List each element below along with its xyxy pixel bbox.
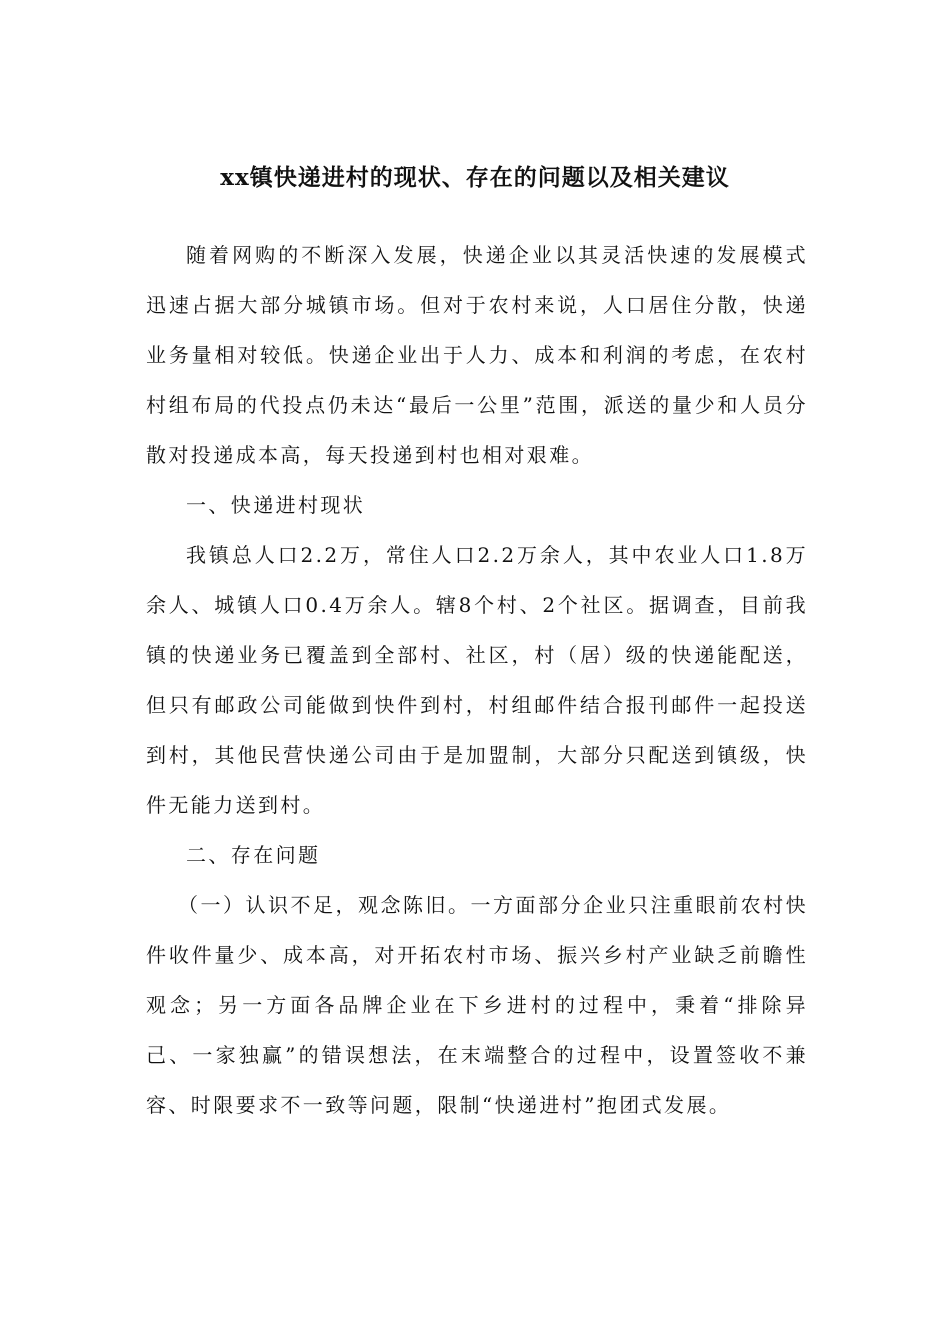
section-heading-problems: 二、存在问题 [186,843,321,867]
paragraph-intro: 随着网购的不断深入发展，快递企业以其灵活快速的发展模式迅速占据大部分城镇市场。但对于农村来说，人口居住分散，快递业务量相对较低。快递企业出于人力、成本和利润的考虑，在农村村组布局的代投点仍未达“最后一公里”范围，派送的量少和人员分散对投递成本高，每天投递到村也相对艰难。 [146,243,808,467]
document-body [146,230,808,1130]
paragraph-status: 我镇总人口2.2万，常住人口2.2万余人，其中农业人口1.8万余人、城镇人口0.4万余人。辖8个村、2个社区。据调查，目前我镇的快递业务已覆盖到全部村、社区，村（居）级的快递能配送，但只有邮政公司能做到快件到村，村组邮件结合报刊邮件一起投送到村，其他民营快递公司由于是加盟制，大部分只配送到镇级，快件无能力送到村。 [146,543,808,817]
section-heading-status: 一、快递进村现状 [186,493,366,517]
document-title: xx镇快递进村的现状、存在的问题以及相关建议 [220,164,730,191]
paragraph-problem-1: （一）认识不足，观念陈旧。一方面部分企业只注重眼前农村快件收件量少、成本高，对开拓农村市场、振兴乡村产业缺乏前瞻性观念；另一方面各品牌企业在下乡进村的过程中，秉着“排除异己、一家独赢”的错误想法，在末端整合的过程中，设置签收不兼容、时限要求不一致等问题，限制“快递进村”抱团式发展。 [146,893,808,1117]
